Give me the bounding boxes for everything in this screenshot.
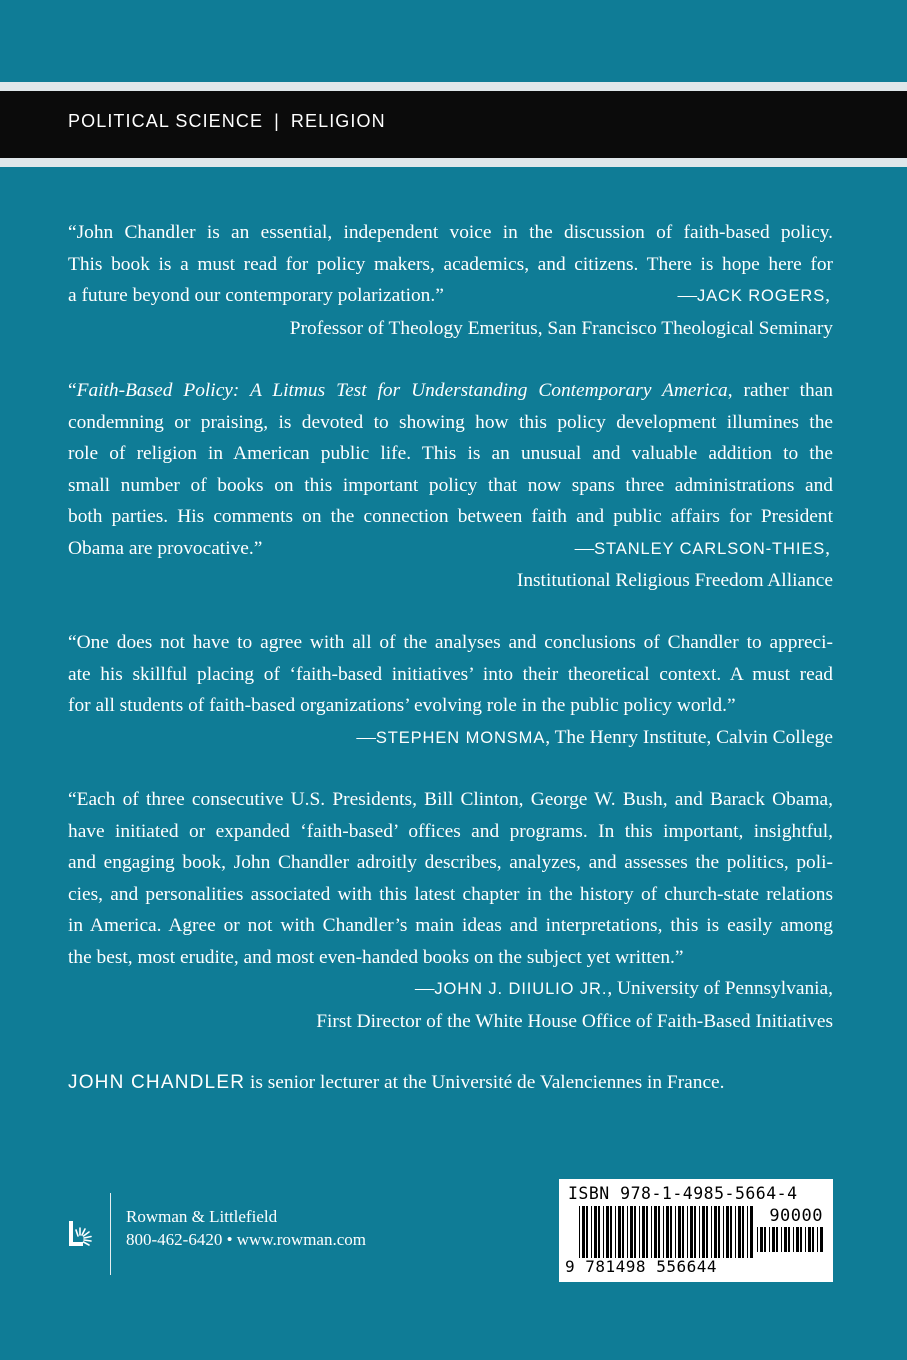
barcode-bar <box>618 1206 621 1258</box>
barcode-bar <box>757 1227 758 1252</box>
barcode-bar <box>615 1206 616 1258</box>
header-top-stripe <box>0 82 907 91</box>
barcode-bar <box>781 1227 782 1252</box>
reviewer-affiliation: Institutional Religious Freedom Alliance <box>516 570 833 591</box>
barcode-bar <box>694 1206 696 1258</box>
barcode-bar <box>586 1206 588 1258</box>
publisher-divider <box>110 1193 111 1275</box>
blurb-line: and engaging book, John Chandler adroitly describes, analyzes, and assesses the politics, poli- <box>68 852 833 873</box>
blurb-line: small number of books on this important policy that now spans three administrations and <box>68 474 833 496</box>
blurb-line: the best, most erudite, and most even-handed books on the subject yet written.” <box>68 946 684 968</box>
barcode-bar <box>808 1227 811 1252</box>
barcode-bar <box>675 1206 676 1258</box>
barcode-bar <box>687 1206 688 1258</box>
rowman-littlefield-logo-icon <box>66 1215 98 1251</box>
barcode-bar <box>702 1206 705 1258</box>
barcode-bar <box>820 1227 823 1252</box>
barcode-bar <box>738 1206 741 1258</box>
barcode-bar <box>682 1206 684 1258</box>
barcode-bar <box>670 1206 672 1258</box>
barcode-bar <box>642 1206 645 1258</box>
blurb-line: cies, and personalities associated with this latest chapter in the history of church-state relations <box>68 883 833 905</box>
barcode-bar <box>788 1227 790 1252</box>
barcode-bar <box>735 1206 736 1258</box>
barcode-bar <box>726 1206 729 1258</box>
blurb-line: “John Chandler is an essential, independent voice in the discussion of faith-based policy. <box>68 222 833 243</box>
barcode-bar <box>690 1206 693 1258</box>
reviewer-name: STEPHEN MONSMA <box>375 728 546 747</box>
barcode-bar <box>760 1227 763 1252</box>
category-separator: | <box>274 111 280 131</box>
blurb-line: for all students of faith-based organizations’ evolving role in the public policy world.” <box>68 695 736 716</box>
barcode-bar <box>711 1206 712 1258</box>
barcode-bars <box>579 1206 755 1258</box>
barcode-bar <box>651 1206 652 1258</box>
barcode-bar <box>663 1206 664 1258</box>
category-religion: RELIGION <box>290 111 386 131</box>
bullet-separator: • <box>226 1230 233 1249</box>
blurb-line: in America. Agree or not with Chandler’s main ideas and interpretations, this is easily among <box>68 915 833 936</box>
blurb-stanley-carlson-thies <box>68 375 833 597</box>
barcode-bar <box>658 1206 660 1258</box>
barcode-bar <box>666 1206 669 1258</box>
author-bio <box>68 1072 838 1094</box>
blurb-line: ate his skillful placing of ‘faith-based initiatives’ into their theoretical context. A must read <box>68 663 833 685</box>
blurb-attribution: —STANLEY CARLSON-THIES, <box>574 537 830 559</box>
barcode-bar <box>772 1227 775 1252</box>
barcode-bar <box>723 1206 724 1258</box>
publisher-contact <box>126 1230 366 1250</box>
barcode-bar <box>582 1206 585 1258</box>
reviewer-name: JACK ROGERS <box>696 287 826 305</box>
barcode-bar <box>800 1227 802 1252</box>
barcode-bar <box>805 1227 806 1252</box>
barcode-bar <box>634 1206 636 1258</box>
barcode-bar <box>594 1206 597 1258</box>
reviewer-name: JOHN J. DIIULIO JR. <box>434 980 608 998</box>
barcode-bar <box>610 1206 612 1258</box>
barcode-bar <box>678 1206 681 1258</box>
barcode-bar <box>750 1206 753 1258</box>
barcode-bar <box>579 1206 580 1258</box>
barcode-bar <box>793 1227 794 1252</box>
barcode-bar <box>699 1206 700 1258</box>
barcode-bar <box>603 1206 604 1258</box>
blurb-line: “Faith-Based Policy: A Litmus Test for Understanding Contemporary America, rather than <box>68 380 834 401</box>
barcode-bar <box>764 1227 766 1252</box>
barcode-bar <box>639 1206 640 1258</box>
book-title: Faith-Based Policy: A Litmus Test for Understanding Contemporary America <box>76 380 728 401</box>
barcode-bar <box>706 1206 708 1258</box>
author-bio-text: is senior lecturer at the Université de Valenciennes in France. <box>245 1072 725 1093</box>
publisher-phone: 800-462-6420 <box>126 1230 223 1249</box>
blurb-line: Obama are provocative.” <box>68 537 263 559</box>
barcode-bar <box>812 1227 814 1252</box>
blurb-attribution: —STEPHEN MONSMA, The Henry Institute, Calvin College <box>356 726 833 748</box>
isbn-barcode <box>559 1179 833 1282</box>
barcode-bar <box>627 1206 628 1258</box>
barcode-bar <box>769 1227 770 1252</box>
price-code: 90000 <box>769 1206 823 1226</box>
author-name: JOHN CHANDLER <box>68 1072 246 1093</box>
blurb-line: role of religion in American public life. This is an unusual and valuable addition to the <box>68 443 833 464</box>
barcode-bar <box>622 1206 624 1258</box>
barcode-bar <box>747 1206 748 1258</box>
blurb-line: both parties. His comments on the connection between faith and public affairs for President <box>68 506 833 527</box>
category-political-science: POLITICAL SCIENCE <box>68 111 264 131</box>
reviewer-affiliation: Professor of Theology Emeritus, San Francisco Theological Seminary <box>289 317 833 339</box>
header-bottom-stripe <box>0 158 907 167</box>
blurb-attribution: —JACK ROGERS, <box>677 285 830 306</box>
barcode-bar <box>796 1227 799 1252</box>
barcode-bar <box>646 1206 648 1258</box>
barcode-digits: 9 781498 556644 <box>565 1257 717 1276</box>
publisher-website: www.rowman.com <box>236 1230 366 1249</box>
barcode-bar <box>598 1206 600 1258</box>
blurb-line: “One does not have to agree with all of the analyses and conclusions of Chandler to appreci- <box>68 632 833 653</box>
price-barcode-bars <box>757 1227 823 1252</box>
barcode-bar <box>776 1227 778 1252</box>
blurb-jack-rogers <box>68 217 833 344</box>
barcode-bar <box>714 1206 717 1258</box>
barcode-bar <box>654 1206 657 1258</box>
reviewer-affiliation: , The Henry Institute, Calvin College <box>545 726 833 748</box>
barcode-bar <box>784 1227 787 1252</box>
blurb-attribution: —JOHN J. DIIULIO JR., University of Pennsylvania, <box>415 978 833 999</box>
reviewer-name: STANLEY CARLSON-THIES <box>594 539 826 558</box>
barcode-bar <box>630 1206 633 1258</box>
blurb-line: a future beyond our contemporary polarization.” <box>68 285 444 306</box>
barcode-bar <box>606 1206 609 1258</box>
blurb-line: This book is a must read for policy makers, academics, and citizens. There is hope here for <box>68 253 833 275</box>
blurb-stephen-monsma <box>68 627 833 754</box>
barcode-bar <box>817 1227 818 1252</box>
blurb-john-diiulio <box>68 784 833 1037</box>
isbn-label: ISBN 978-1-4985-5664-4 <box>568 1184 798 1203</box>
blurb-line: condemning or praising, is devoted to showing how this policy development illumines the <box>68 411 833 433</box>
barcode-bar <box>591 1206 592 1258</box>
blurb-line: “Each of three consecutive U.S. Presidents, Bill Clinton, George W. Bush, and Barack Obama, <box>68 789 833 810</box>
category-label <box>68 111 386 132</box>
barcode-bar <box>742 1206 744 1258</box>
publisher-name: Rowman & Littlefield <box>126 1207 278 1226</box>
barcode-bar <box>718 1206 720 1258</box>
barcode-bar <box>730 1206 732 1258</box>
blurb-line: have initiated or expanded ‘faith-based’ offices and programs. In this important, insightful, <box>68 820 833 842</box>
reviewer-affiliation: First Director of the White House Office of Faith-Based Initiatives <box>316 1010 833 1032</box>
